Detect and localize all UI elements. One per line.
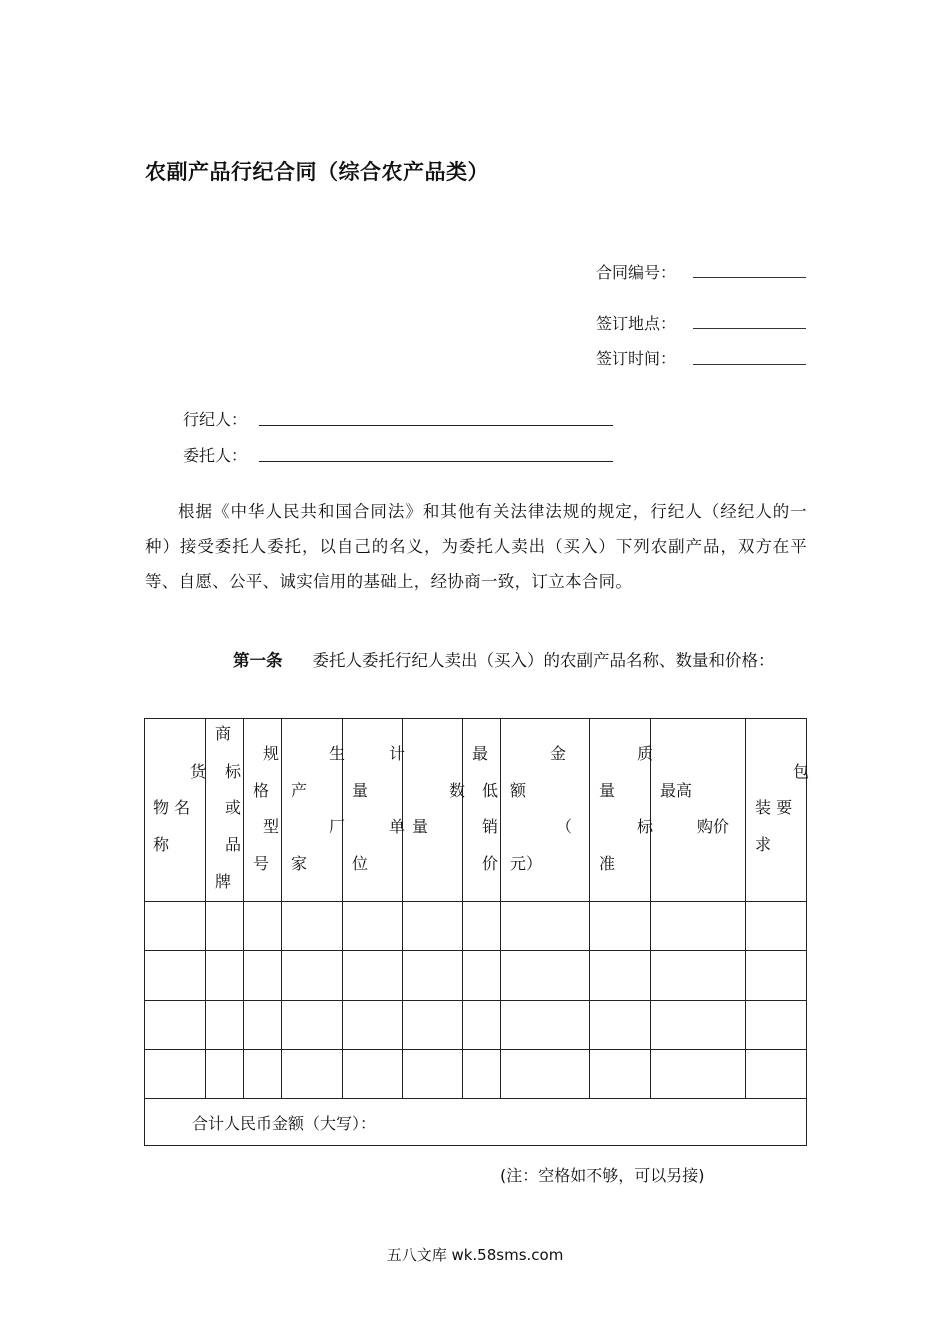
product-table [144, 718, 810, 1146]
sign-time-label: 签订时间： [596, 349, 677, 368]
header-cell-spec: 规 格 型 号 [244, 719, 282, 902]
sign-place-label: 签订地点： [596, 314, 677, 333]
article-1 [145, 643, 807, 678]
header-cell-quantity: 数 量 [403, 719, 463, 902]
table-row [145, 1001, 807, 1050]
page-title: 农副产品行纪合同（综合农产品类） [145, 160, 489, 184]
table-header-row [145, 719, 807, 902]
header-cell-brand: 商 标 或 品 牌 [206, 719, 244, 902]
broker-blank [259, 425, 613, 426]
table-row [145, 951, 807, 1001]
contract-no-label: 合同编号： [596, 263, 677, 282]
article-1-body: 委托人委托行纪人卖出（买入）的农副产品名称、数量和价格： [312, 651, 775, 670]
sign-time-blank [693, 364, 806, 365]
header-cell-goods-name: 货 物 名 称 [145, 719, 206, 902]
header-cell-max-price: 最高 购价 [651, 719, 746, 902]
broker-label: 行纪人： [183, 410, 248, 429]
table-note: (注：空格如不够，可以另接) [500, 1166, 705, 1185]
client-blank [259, 461, 613, 462]
header-cell-manufacturer: 生 产 厂 家 [282, 719, 343, 902]
contract-no-blank [693, 277, 806, 278]
header-cell-quality: 质 量 标 准 [590, 719, 651, 902]
header-cell-min-price: 最 低 销 价 [463, 719, 501, 902]
client-label: 委托人： [183, 446, 248, 465]
header-cell-unit: 计 量 单 位 [343, 719, 403, 902]
footer-watermark: 五八文库 wk.58sms.com [386, 1246, 564, 1264]
total-amount-label: 合计人民币金额（大写）： [192, 1114, 377, 1133]
table-row [145, 902, 807, 951]
header-cell-packaging: 包 装 要 求 [746, 719, 807, 902]
article-1-heading: 第一条 [233, 651, 283, 670]
header-cell-amount: 金 额 （ 元） [501, 719, 590, 902]
table-row [145, 1050, 807, 1099]
sign-place-blank [693, 328, 806, 329]
intro-paragraph: 根据《中华人民共和国合同法》和其他有关法律法规的规定，行纪人（经纪人的一种）接受委托人委托，以自己的名义，为委托人卖出（买入）下列农副产品，双方在平等、自愿、公平、诚实信用的基础上，经协商一致，订立本合同。 [145, 502, 807, 591]
